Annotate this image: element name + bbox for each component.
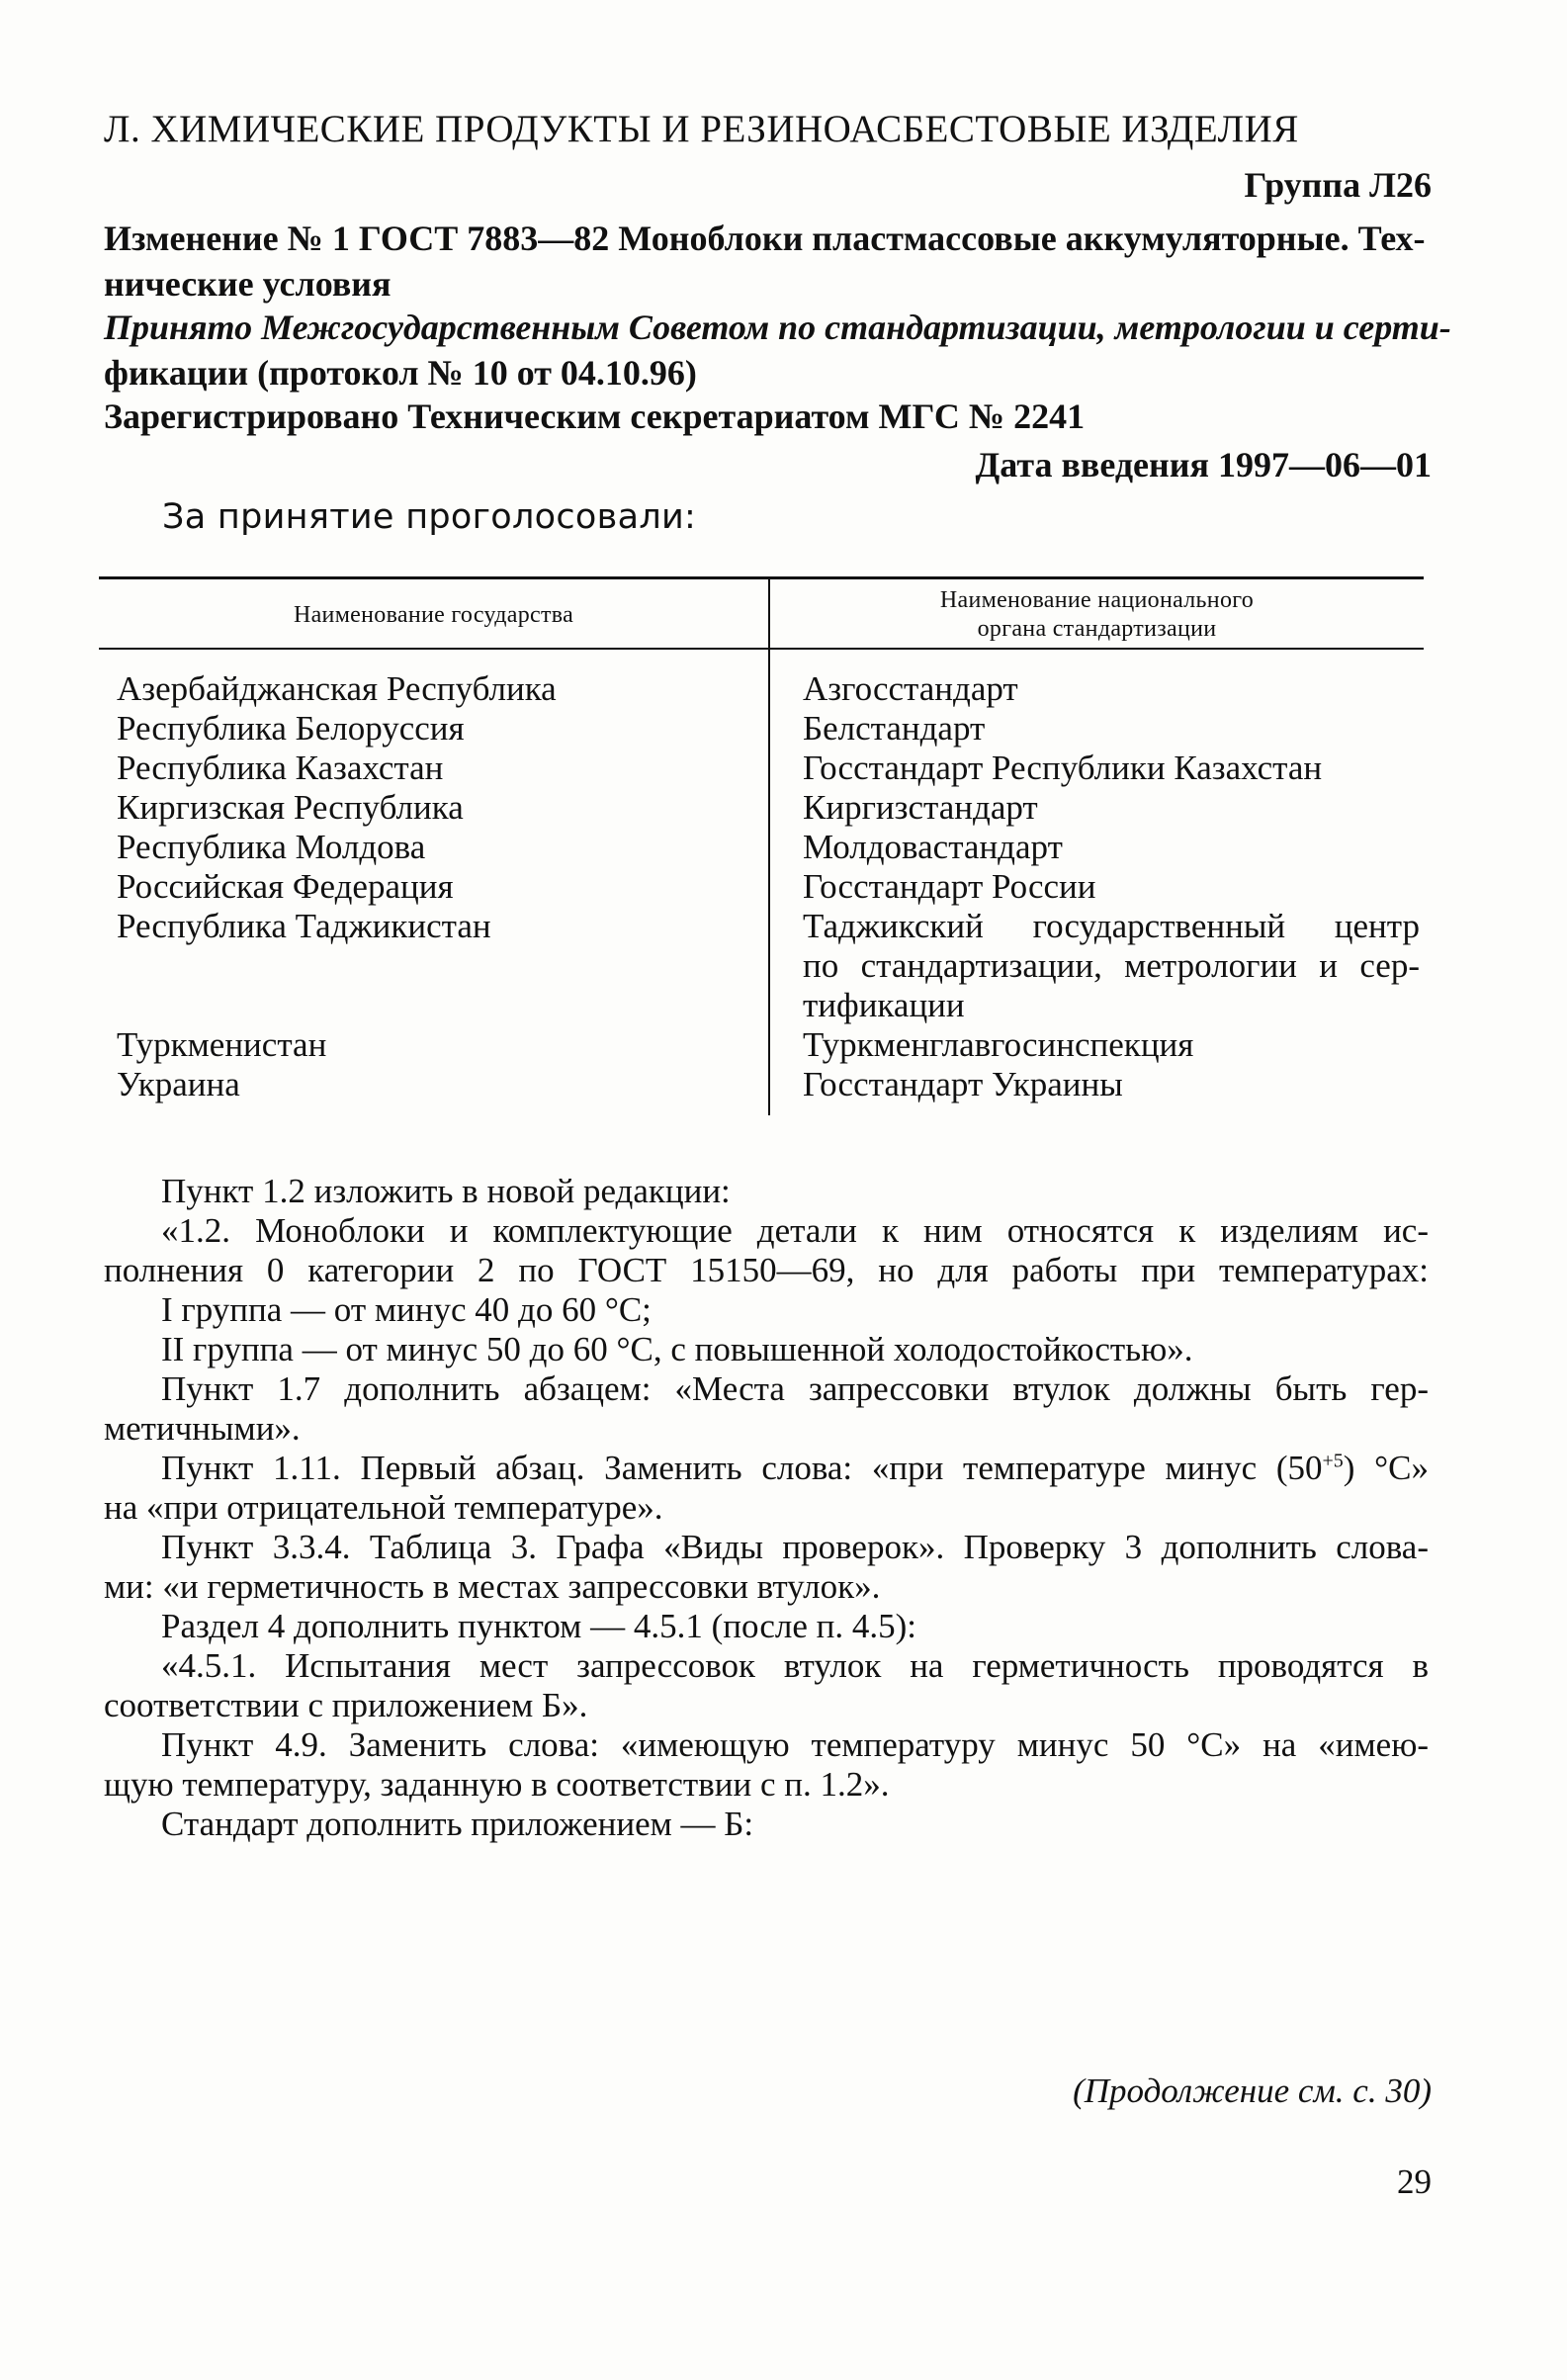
voted-label: За принятие проголосовали:: [162, 497, 697, 537]
paragraph: II группа — от минус 50 до 60 °С, с повышенной холодостойкостью».: [161, 1330, 1193, 1368]
adopted-line: фикации (протокол № 10 от 04.10.96): [104, 353, 697, 393]
body-cell: Госстандарт Республики Казахстан: [803, 749, 1323, 787]
state-cell: [117, 946, 557, 986]
table-header-rule: [99, 648, 1424, 650]
table-column-divider: [768, 576, 770, 1115]
paragraph-line: [104, 1449, 1429, 1488]
body-cell: Киргизстандарт: [803, 788, 1038, 827]
table-top-rule: [99, 576, 1424, 579]
continuation-note: (Продолжение см. с. 30): [1073, 2071, 1432, 2110]
header-national-body-line: Наименование национального: [939, 587, 1255, 613]
state-cell: Азербайджанская Республика: [117, 669, 557, 708]
paragraph: I группа — от минус 40 до 60 °С;: [161, 1290, 652, 1329]
state-cell: Республика Таджикистан: [117, 907, 491, 945]
paragraph-line: ми: «и герметичность в местах запрессовки втулок».: [104, 1567, 881, 1606]
body-cell: Госстандарт России: [803, 867, 1096, 906]
introduction-date: Дата введения 1997—06—01: [975, 445, 1432, 485]
paragraph-line: полнения 0 категории 2 по ГОСТ 15150—69, но для работы при температурах:: [104, 1251, 1429, 1289]
paragraph-line: метичными».: [104, 1409, 301, 1448]
state-cell: Российская Федерация: [117, 867, 454, 906]
paragraph: Раздел 4 дополнить пунктом — 4.5.1 (после п. 4.5):: [161, 1607, 916, 1645]
paragraph-line: на «при отрицательной температуре».: [104, 1488, 663, 1527]
state-cell: [117, 986, 557, 1025]
paragraph-line: щую температуру, заданную в соответствии с п. 1.2».: [104, 1765, 890, 1804]
state-cell: Республика Молдова: [117, 828, 426, 866]
paragraph: Пункт 1.2 изложить в новой редакции:: [161, 1172, 731, 1210]
body-cell: по стандартизации, метрологии и сер-: [803, 946, 1420, 985]
state-cell: Республика Казахстан: [117, 749, 444, 787]
paragraph-line: «1.2. Моноблоки и комплектующие детали к ним относятся к изделиям ис-: [161, 1211, 1429, 1250]
adopted-rest: Межгосударственным Советом по стандартизации, метрологии и серти-: [261, 308, 1451, 347]
header-national-body: [770, 584, 1424, 646]
paragraph-line: «4.5.1. Испытания мест запрессовок втулок на герметичность проводятся в: [161, 1646, 1429, 1685]
superscript: +5: [1322, 1450, 1344, 1472]
paragraph-line: Пункт 1.7 дополнить абзацем: «Места запрессовки втулок должны быть гер-: [161, 1369, 1429, 1408]
body-cell: Госстандарт Украины: [803, 1065, 1123, 1103]
paragraph-line: соответствии с приложением Б».: [104, 1686, 588, 1724]
body-cell: Таджикский государственный центр: [803, 907, 1420, 945]
header-state: Наименование государства: [293, 601, 574, 628]
text-run: ) °С»: [1343, 1449, 1430, 1487]
paragraph: Стандарт дополнить приложением — Б:: [161, 1805, 754, 1843]
voting-table: [99, 576, 1424, 1115]
adopted-note: [104, 305, 1451, 396]
change-title-line: Изменение № 1 ГОСТ 7883—82 Моноблоки пластмассовые аккумуляторные. Тех-: [104, 219, 1426, 258]
paragraph-line: Пункт 3.3.4. Таблица 3. Графа «Виды проверок». Проверку 3 дополнить слова-: [161, 1528, 1429, 1566]
states-column: [117, 669, 557, 1104]
state-cell: Киргизская Республика: [117, 788, 464, 827]
registered-note: Зарегистрировано Техническим секретариатом МГС № 2241: [104, 397, 1086, 436]
bodies-column: [803, 669, 1420, 1104]
page-number: 29: [1397, 2162, 1432, 2201]
amendment-text: [104, 1172, 1429, 1844]
body-cell: Азгосстандарт: [803, 669, 1018, 708]
adopted-line: [104, 305, 1451, 350]
change-title: [104, 216, 1426, 307]
body-cell: Туркменглавгосинспекция: [803, 1025, 1194, 1064]
state-cell: Республика Белоруссия: [117, 709, 465, 748]
paragraph-line: Пункт 4.9. Заменить слова: «имеющую температуру минус 50 °С» на «имею-: [161, 1725, 1429, 1764]
adopted-lead: Принято: [104, 308, 253, 347]
state-cell: Украина: [117, 1065, 240, 1103]
body-cell: Молдовастандарт: [803, 828, 1063, 866]
group-code: Группа Л26: [1244, 165, 1432, 205]
header-national-body-line: органа стандартизации: [977, 616, 1217, 642]
text-run: Пункт 1.11. Первый абзац. Заменить слова: «при температуре минус (50: [161, 1449, 1323, 1487]
body-cell: Белстандарт: [803, 709, 986, 748]
change-title-line: нические условия: [104, 264, 392, 304]
state-cell: Туркменистан: [117, 1025, 327, 1064]
section-title: Л. ХИМИЧЕСКИЕ ПРОДУКТЫ И РЕЗИНОАСБЕСТОВЫЕ ИЗДЕЛИЯ: [104, 108, 1299, 150]
body-cell: тификации: [803, 986, 965, 1024]
